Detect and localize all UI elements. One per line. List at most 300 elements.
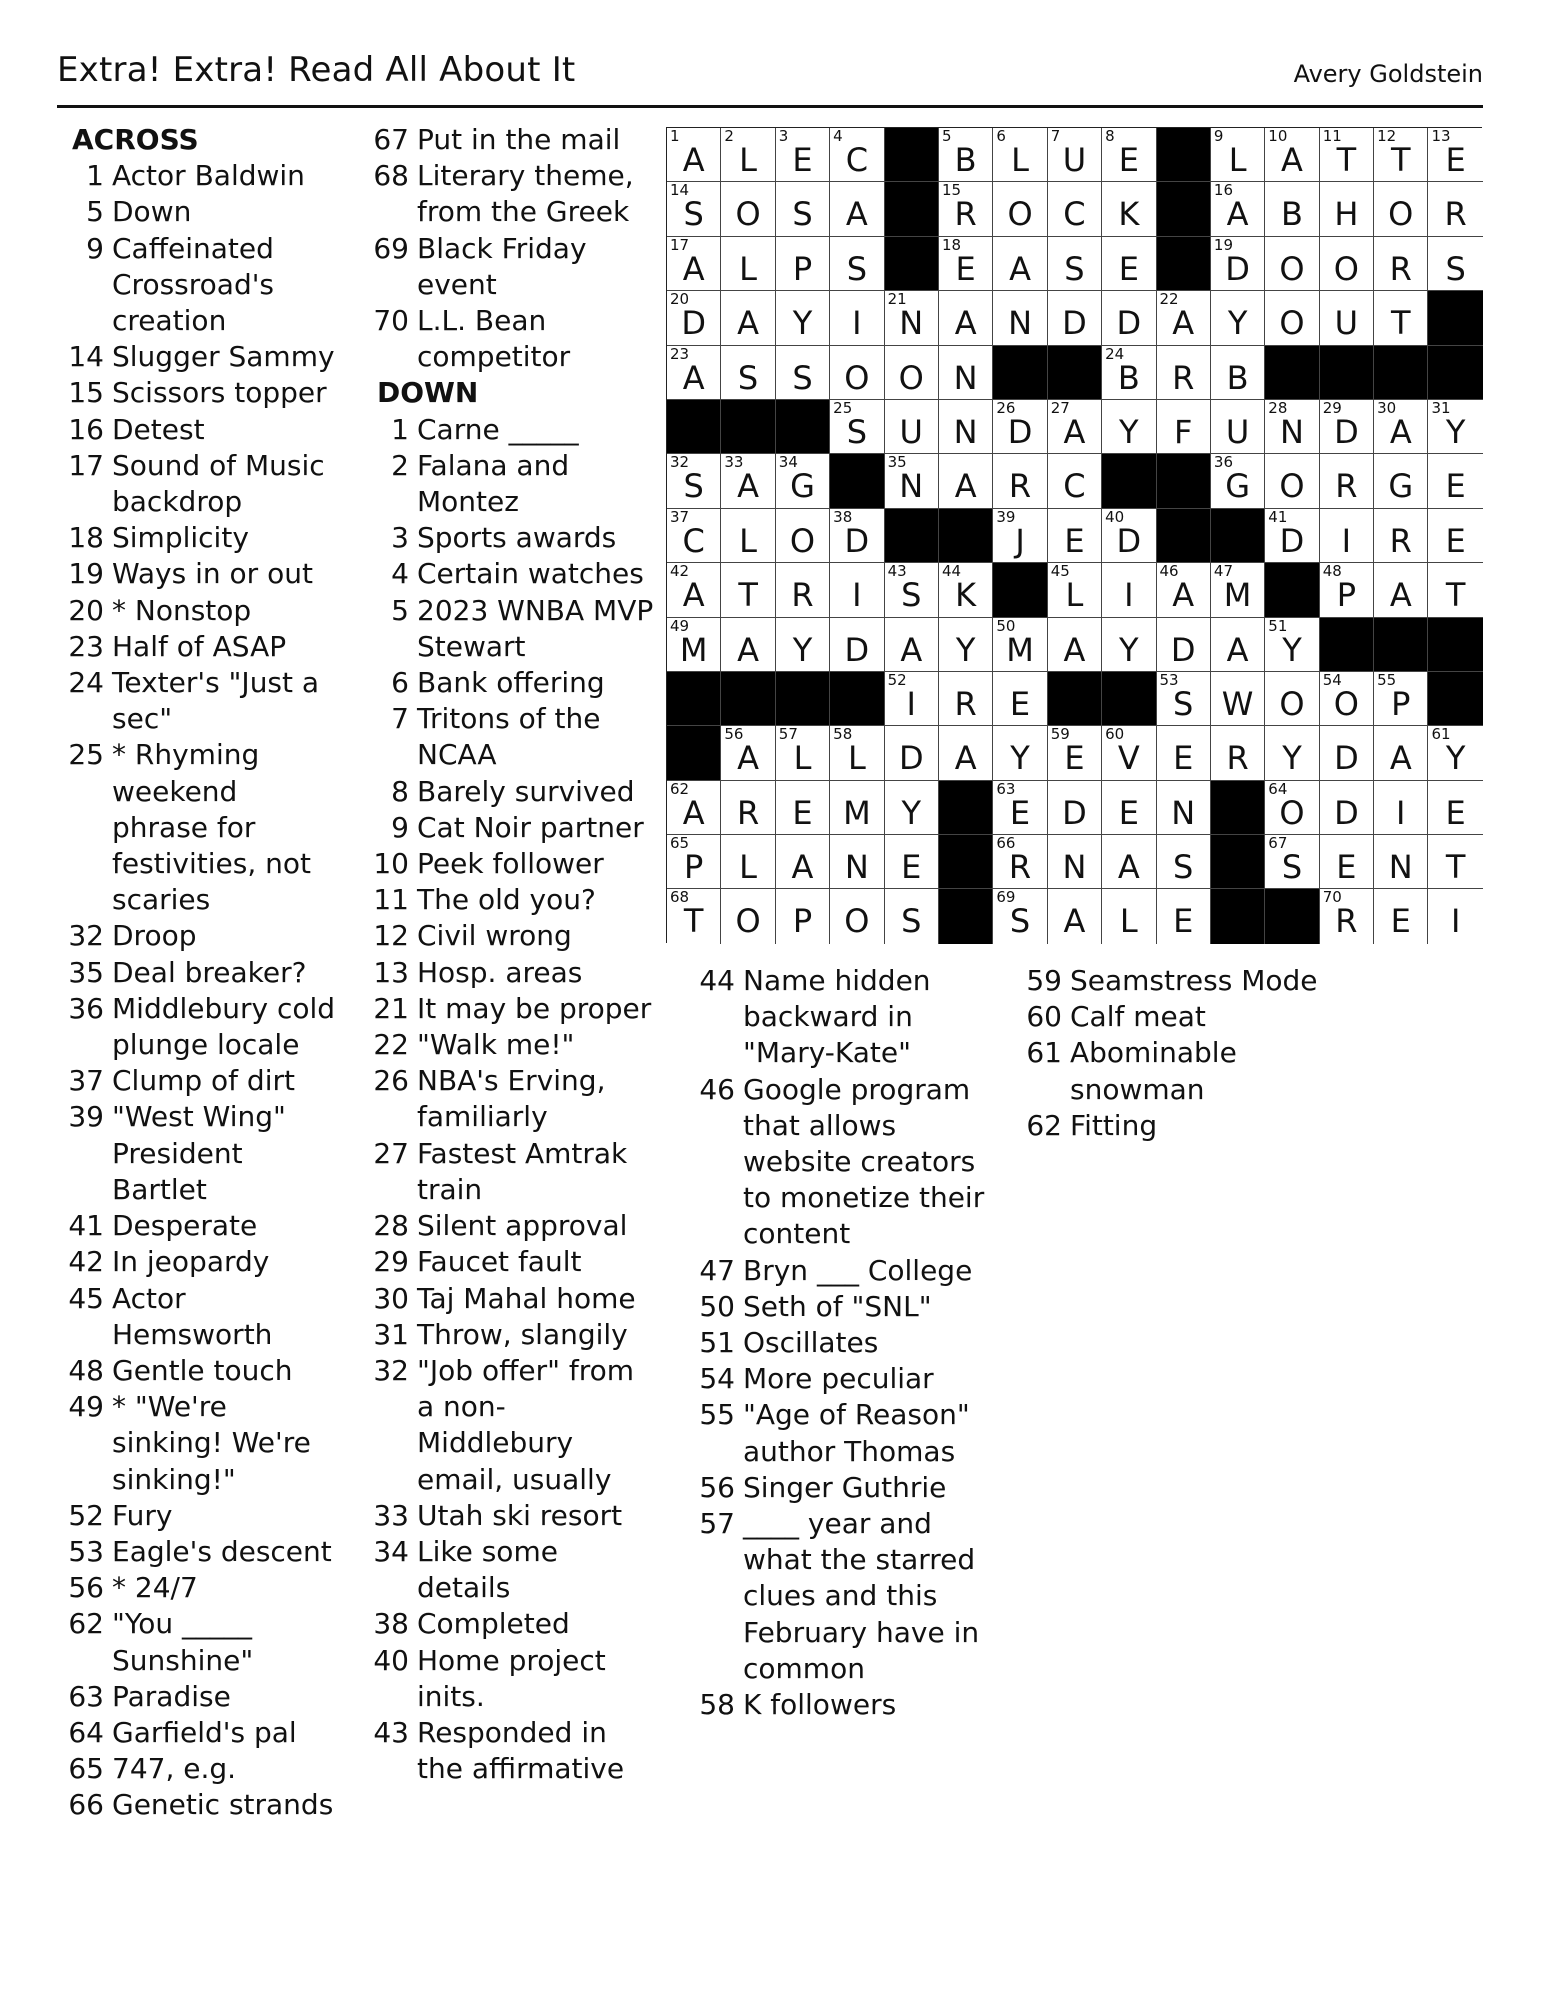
grid-cell[interactable] <box>1428 400 1482 454</box>
grid-cell[interactable] <box>885 454 939 508</box>
clue-down-59[interactable] <box>1020 963 1320 999</box>
grid-cell[interactable] <box>1428 835 1482 889</box>
grid-cell[interactable] <box>1211 563 1265 617</box>
grid-cell[interactable] <box>1320 726 1374 780</box>
grid-cell[interactable] <box>830 563 884 617</box>
grid-cell[interactable] <box>776 509 830 563</box>
grid-cell[interactable] <box>1265 237 1319 291</box>
grid-cell[interactable] <box>721 346 775 400</box>
cell-number: 5 <box>941 127 952 145</box>
grid-cell[interactable] <box>1048 563 1102 617</box>
grid-cell[interactable] <box>776 835 830 889</box>
grid-cell[interactable] <box>1102 400 1156 454</box>
cell-letter: L <box>1228 141 1247 179</box>
clue-down-8[interactable] <box>367 774 657 810</box>
cell-letter: E <box>1336 848 1357 887</box>
cell-letter: D <box>1334 739 1359 778</box>
grid-cell[interactable] <box>1048 509 1102 563</box>
grid-cell[interactable] <box>993 237 1047 291</box>
cell-letter: E <box>955 249 976 288</box>
grid-cell[interactable] <box>830 509 884 563</box>
clue-across-66[interactable] <box>62 1787 342 1823</box>
grid-cell[interactable] <box>1211 400 1265 454</box>
grid-cell[interactable] <box>667 509 721 563</box>
clue-down-21[interactable] <box>367 991 657 1027</box>
grid-cell[interactable] <box>1428 509 1482 563</box>
grid-cell[interactable] <box>1102 291 1156 345</box>
grid-cell[interactable] <box>1157 563 1211 617</box>
grid-cell[interactable] <box>1374 563 1428 617</box>
clue-across-36[interactable] <box>62 991 342 1063</box>
clue-across-17[interactable] <box>62 448 342 520</box>
grid-cell[interactable] <box>1265 291 1319 345</box>
clue-down-34[interactable] <box>367 1534 657 1606</box>
grid-cell[interactable] <box>939 346 993 400</box>
grid-cell[interactable] <box>1211 726 1265 780</box>
clue-down-40[interactable] <box>367 1643 657 1715</box>
cell-letter: O <box>1279 684 1305 723</box>
clue-down-4[interactable] <box>367 556 657 592</box>
grid-block <box>1211 835 1265 889</box>
cell-letter: L <box>1065 576 1084 615</box>
clue-down-9[interactable] <box>367 810 657 846</box>
grid-cell[interactable] <box>1102 781 1156 835</box>
clue-text: Actor Baldwin <box>112 159 305 193</box>
grid-cell[interactable] <box>1374 672 1428 726</box>
grid-cell[interactable] <box>1374 237 1428 291</box>
grid-cell[interactable] <box>1211 672 1265 726</box>
clue-down-7[interactable] <box>367 701 657 773</box>
clue-across-41[interactable] <box>62 1208 342 1244</box>
clue-down-46[interactable] <box>693 1072 993 1253</box>
grid-cell[interactable] <box>1102 346 1156 400</box>
grid-cell[interactable] <box>1265 182 1319 236</box>
cell-letter: D <box>898 739 924 778</box>
grid-cell[interactable] <box>1320 889 1374 943</box>
clue-across-5[interactable] <box>62 194 342 230</box>
clue-text: Gentle touch <box>112 1353 293 1387</box>
grid-cell[interactable] <box>830 781 884 835</box>
clue-across-24[interactable] <box>62 665 342 737</box>
grid-cell[interactable] <box>1320 128 1374 182</box>
clue-across-16[interactable] <box>62 412 342 448</box>
grid-cell[interactable] <box>1102 563 1156 617</box>
clue-down-56[interactable] <box>693 1470 993 1506</box>
grid-cell[interactable] <box>1320 182 1374 236</box>
grid-cell[interactable] <box>776 346 830 400</box>
grid-cell[interactable] <box>776 726 830 780</box>
cell-letter: O <box>898 358 924 397</box>
grid-cell[interactable] <box>885 563 939 617</box>
clue-down-62[interactable] <box>1020 1108 1320 1144</box>
grid-cell[interactable] <box>939 400 993 454</box>
grid-cell[interactable] <box>721 128 775 182</box>
grid-cell[interactable] <box>1048 128 1102 182</box>
grid-cell[interactable] <box>885 781 939 835</box>
clue-down-22[interactable] <box>367 1027 657 1063</box>
grid-cell[interactable] <box>830 889 884 943</box>
grid-cell[interactable] <box>721 835 775 889</box>
clue-down-38[interactable] <box>367 1606 657 1642</box>
grid-cell[interactable] <box>667 835 721 889</box>
grid-cell[interactable] <box>1157 400 1211 454</box>
grid-cell[interactable] <box>1102 835 1156 889</box>
crossword-grid[interactable] <box>666 127 1482 943</box>
clue-across-15[interactable] <box>62 375 342 411</box>
grid-cell[interactable] <box>721 563 775 617</box>
cell-letter: T <box>738 576 758 615</box>
clue-down-54[interactable] <box>693 1361 993 1397</box>
grid-cell[interactable] <box>1374 889 1428 943</box>
clue-text: Falana and Montez <box>417 448 570 519</box>
grid-cell[interactable] <box>721 726 775 780</box>
cell-letter: L <box>739 521 757 560</box>
grid-cell[interactable] <box>1211 618 1265 672</box>
grid-cell[interactable] <box>1428 889 1482 943</box>
cell-letter: E <box>1009 793 1031 832</box>
grid-cell[interactable] <box>1048 835 1102 889</box>
grid-cell[interactable] <box>885 672 939 726</box>
clue-across-64[interactable] <box>62 1715 342 1751</box>
grid-cell[interactable] <box>993 781 1047 835</box>
clue-text: Calf meat <box>1070 1000 1206 1034</box>
cell-letter: Y <box>1227 304 1248 343</box>
cell-letter: O <box>1279 304 1305 343</box>
clue-down-60[interactable] <box>1020 999 1320 1035</box>
clue-down-32[interactable] <box>367 1353 657 1498</box>
clue-down-26[interactable] <box>367 1063 657 1135</box>
grid-cell[interactable] <box>830 618 884 672</box>
grid-cell[interactable] <box>993 889 1047 943</box>
grid-cell[interactable] <box>993 454 1047 508</box>
clue-text: Half of ASAP <box>112 629 287 663</box>
grid-cell[interactable] <box>939 454 993 508</box>
grid-cell[interactable] <box>1374 454 1428 508</box>
grid-cell[interactable] <box>1157 346 1211 400</box>
grid-cell[interactable] <box>993 618 1047 672</box>
grid-cell[interactable] <box>885 726 939 780</box>
grid-cell[interactable] <box>1320 672 1374 726</box>
grid-cell[interactable] <box>830 835 884 889</box>
clue-across-19[interactable] <box>62 556 342 592</box>
clue-down-44[interactable] <box>693 963 993 1072</box>
grid-cell[interactable] <box>1048 237 1102 291</box>
grid-cell[interactable] <box>721 237 775 291</box>
grid-cell[interactable] <box>1374 182 1428 236</box>
clue-across-37[interactable] <box>62 1063 342 1099</box>
cell-number: 61 <box>1431 725 1451 744</box>
grid-cell[interactable] <box>939 672 993 726</box>
clue-across-42[interactable] <box>62 1244 342 1280</box>
clue-across-52[interactable] <box>62 1498 342 1534</box>
clue-text: Name hidden backward in "Mary-Kate" <box>743 964 931 1070</box>
clue-across-1[interactable] <box>62 158 342 194</box>
grid-cell[interactable] <box>939 726 993 780</box>
grid-cell[interactable] <box>1320 400 1374 454</box>
clue-across-56[interactable] <box>62 1570 342 1606</box>
grid-block <box>1157 454 1211 508</box>
grid-cell[interactable] <box>1102 237 1156 291</box>
grid-cell[interactable] <box>993 509 1047 563</box>
grid-cell[interactable] <box>776 563 830 617</box>
grid-cell[interactable] <box>1157 835 1211 889</box>
clue-across-49[interactable] <box>62 1389 342 1498</box>
grid-block <box>776 400 830 454</box>
grid-cell[interactable] <box>1265 781 1319 835</box>
grid-cell[interactable] <box>776 128 830 182</box>
grid-cell[interactable] <box>1211 128 1265 182</box>
grid-cell[interactable] <box>939 618 993 672</box>
clue-down-30[interactable] <box>367 1281 657 1317</box>
grid-cell[interactable] <box>939 291 993 345</box>
grid-cell[interactable] <box>1157 781 1211 835</box>
clue-down-3[interactable] <box>367 520 657 556</box>
grid-cell[interactable] <box>1048 726 1102 780</box>
grid-cell[interactable] <box>1428 454 1482 508</box>
grid-cell[interactable] <box>1428 781 1482 835</box>
grid-cell[interactable] <box>1048 889 1102 943</box>
grid-cell[interactable] <box>1374 726 1428 780</box>
clue-across-65[interactable] <box>62 1751 342 1787</box>
grid-cell[interactable] <box>1320 237 1374 291</box>
grid-cell[interactable] <box>721 618 775 672</box>
grid-cell[interactable] <box>885 291 939 345</box>
grid-cell[interactable] <box>885 889 939 943</box>
grid-cell[interactable] <box>667 237 721 291</box>
grid-cell[interactable] <box>1048 182 1102 236</box>
grid-cell[interactable] <box>939 128 993 182</box>
grid-cell[interactable] <box>776 237 830 291</box>
grid-cell[interactable] <box>993 291 1047 345</box>
clue-across-45[interactable] <box>62 1281 342 1353</box>
grid-cell[interactable] <box>1211 182 1265 236</box>
clue-number: 31 <box>373 1317 409 1351</box>
grid-cell[interactable] <box>721 291 775 345</box>
grid-cell[interactable] <box>1048 454 1102 508</box>
grid-cell[interactable] <box>1428 563 1482 617</box>
clue-down-55[interactable] <box>693 1397 993 1469</box>
grid-cell[interactable] <box>1102 726 1156 780</box>
clue-down-58[interactable] <box>693 1687 993 1723</box>
grid-cell[interactable] <box>830 128 884 182</box>
clue-across-68[interactable] <box>367 158 657 230</box>
grid-cell[interactable] <box>1102 889 1156 943</box>
cell-letter: P <box>792 902 813 941</box>
grid-cell[interactable] <box>1374 291 1428 345</box>
grid-cell[interactable] <box>1265 400 1319 454</box>
grid-cell[interactable] <box>1320 509 1374 563</box>
grid-cell[interactable] <box>1157 672 1211 726</box>
clue-across-63[interactable] <box>62 1679 342 1715</box>
grid-cell[interactable] <box>667 291 721 345</box>
grid-cell[interactable] <box>1157 889 1211 943</box>
grid-cell[interactable] <box>776 781 830 835</box>
grid-cell[interactable] <box>830 237 884 291</box>
grid-cell[interactable] <box>830 400 884 454</box>
cell-letter: A <box>1389 739 1412 778</box>
grid-cell[interactable] <box>939 182 993 236</box>
grid-cell[interactable] <box>1428 726 1482 780</box>
clue-down-6[interactable] <box>367 665 657 701</box>
grid-cell[interactable] <box>1211 346 1265 400</box>
grid-cell[interactable] <box>1428 128 1482 182</box>
grid-cell[interactable] <box>993 182 1047 236</box>
grid-cell[interactable] <box>1157 618 1211 672</box>
grid-cell[interactable] <box>993 128 1047 182</box>
cell-number: 24 <box>1105 344 1125 363</box>
grid-cell[interactable] <box>721 889 775 943</box>
grid-cell[interactable] <box>830 291 884 345</box>
grid-cell[interactable] <box>667 889 721 943</box>
clue-down-2[interactable] <box>367 448 657 520</box>
grid-block <box>885 509 939 563</box>
grid-cell[interactable] <box>1102 509 1156 563</box>
grid-cell[interactable] <box>1211 237 1265 291</box>
clue-down-12[interactable] <box>367 918 657 954</box>
grid-cell[interactable] <box>1102 182 1156 236</box>
grid-cell[interactable] <box>1320 781 1374 835</box>
cell-number: 34 <box>778 453 798 472</box>
grid-cell[interactable] <box>721 454 775 508</box>
grid-cell[interactable] <box>1320 454 1374 508</box>
cell-letter: E <box>1445 141 1466 179</box>
clue-down-61[interactable] <box>1020 1035 1320 1107</box>
grid-cell[interactable] <box>885 400 939 454</box>
grid-cell[interactable] <box>1320 563 1374 617</box>
grid-cell[interactable] <box>721 182 775 236</box>
grid-cell[interactable] <box>1374 128 1428 182</box>
clue-across-25[interactable] <box>62 737 342 918</box>
clue-down-11[interactable] <box>367 882 657 918</box>
cell-letter: A <box>954 304 977 343</box>
cell-letter: A <box>1226 630 1249 669</box>
clue-down-27[interactable] <box>367 1136 657 1208</box>
clue-across-18[interactable] <box>62 520 342 556</box>
grid-cell[interactable] <box>667 781 721 835</box>
grid-cell[interactable] <box>1374 835 1428 889</box>
grid-cell[interactable] <box>1265 618 1319 672</box>
grid-cell[interactable] <box>885 835 939 889</box>
clue-across-35[interactable] <box>62 955 342 991</box>
clue-text: Slugger Sammy <box>112 340 335 374</box>
clue-text: * Nonstop <box>112 593 252 627</box>
grid-cell[interactable] <box>667 618 721 672</box>
grid-cell[interactable] <box>1374 781 1428 835</box>
grid-cell[interactable] <box>1048 781 1102 835</box>
grid-cell[interactable] <box>1265 672 1319 726</box>
clue-down-50[interactable] <box>693 1289 993 1325</box>
grid-cell[interactable] <box>667 128 721 182</box>
grid-cell[interactable] <box>721 509 775 563</box>
clue-across-23[interactable] <box>62 629 342 665</box>
grid-cell[interactable] <box>1102 128 1156 182</box>
clue-number: 9 <box>86 231 104 265</box>
clue-across-32[interactable] <box>62 918 342 954</box>
grid-cell[interactable] <box>993 672 1047 726</box>
clue-down-47[interactable] <box>693 1253 993 1289</box>
clue-across-20[interactable] <box>62 593 342 629</box>
grid-cell[interactable] <box>1048 400 1102 454</box>
clue-down-10[interactable] <box>367 846 657 882</box>
grid-cell[interactable] <box>885 346 939 400</box>
clue-down-28[interactable] <box>367 1208 657 1244</box>
grid-cell[interactable] <box>1265 726 1319 780</box>
clue-number: 41 <box>68 1209 104 1243</box>
grid-cell[interactable] <box>885 618 939 672</box>
grid-cell[interactable] <box>776 618 830 672</box>
grid-cell[interactable] <box>939 237 993 291</box>
grid-cell[interactable] <box>1211 454 1265 508</box>
clue-down-29[interactable] <box>367 1244 657 1280</box>
clue-across-9[interactable] <box>62 231 342 340</box>
grid-cell[interactable] <box>830 726 884 780</box>
grid-cell[interactable] <box>1157 291 1211 345</box>
grid-cell[interactable] <box>667 182 721 236</box>
grid-cell[interactable] <box>1428 237 1482 291</box>
grid-cell[interactable] <box>776 182 830 236</box>
clue-across-14[interactable] <box>62 339 342 375</box>
clue-down-51[interactable] <box>693 1325 993 1361</box>
clue-down-5[interactable] <box>367 593 657 665</box>
grid-cell[interactable] <box>1374 509 1428 563</box>
grid-cell[interactable] <box>776 291 830 345</box>
grid-cell[interactable] <box>1374 400 1428 454</box>
clue-across-53[interactable] <box>62 1534 342 1570</box>
clue-down-57[interactable] <box>693 1506 993 1687</box>
grid-cell[interactable] <box>1265 509 1319 563</box>
clue-across-69[interactable] <box>367 231 657 303</box>
grid-cell[interactable] <box>1157 726 1211 780</box>
cell-letter: A <box>1117 848 1140 887</box>
grid-cell[interactable] <box>939 563 993 617</box>
clue-across-70[interactable] <box>367 303 657 375</box>
grid-cell[interactable] <box>1102 618 1156 672</box>
clue-across-48[interactable] <box>62 1353 342 1389</box>
grid-cell[interactable] <box>993 726 1047 780</box>
grid-cell[interactable] <box>667 346 721 400</box>
clue-across-62[interactable] <box>62 1606 342 1678</box>
grid-cell[interactable] <box>776 454 830 508</box>
grid-cell[interactable] <box>1265 835 1319 889</box>
clue-down-31[interactable] <box>367 1317 657 1353</box>
clue-down-13[interactable] <box>367 955 657 991</box>
grid-cell[interactable] <box>1320 291 1374 345</box>
grid-cell[interactable] <box>1320 835 1374 889</box>
grid-cell[interactable] <box>667 563 721 617</box>
grid-cell[interactable] <box>1048 618 1102 672</box>
grid-cell[interactable] <box>776 889 830 943</box>
grid-cell[interactable] <box>1048 291 1102 345</box>
grid-cell[interactable] <box>1211 291 1265 345</box>
clue-across-39[interactable] <box>62 1099 342 1208</box>
clue-across-67[interactable] <box>367 122 657 158</box>
grid-cell[interactable] <box>830 346 884 400</box>
grid-cell[interactable] <box>830 182 884 236</box>
clue-down-43[interactable] <box>367 1715 657 1787</box>
grid-cell[interactable] <box>667 454 721 508</box>
grid-cell[interactable] <box>1428 182 1482 236</box>
grid-cell[interactable] <box>1265 128 1319 182</box>
cell-letter: S <box>683 195 704 234</box>
clue-down-33[interactable] <box>367 1498 657 1534</box>
grid-block <box>1265 346 1319 400</box>
grid-cell[interactable] <box>1265 454 1319 508</box>
grid-cell[interactable] <box>721 781 775 835</box>
grid-cell[interactable] <box>993 835 1047 889</box>
cell-letter: E <box>1009 684 1031 723</box>
grid-cell[interactable] <box>993 400 1047 454</box>
clue-down-1[interactable] <box>367 412 657 448</box>
